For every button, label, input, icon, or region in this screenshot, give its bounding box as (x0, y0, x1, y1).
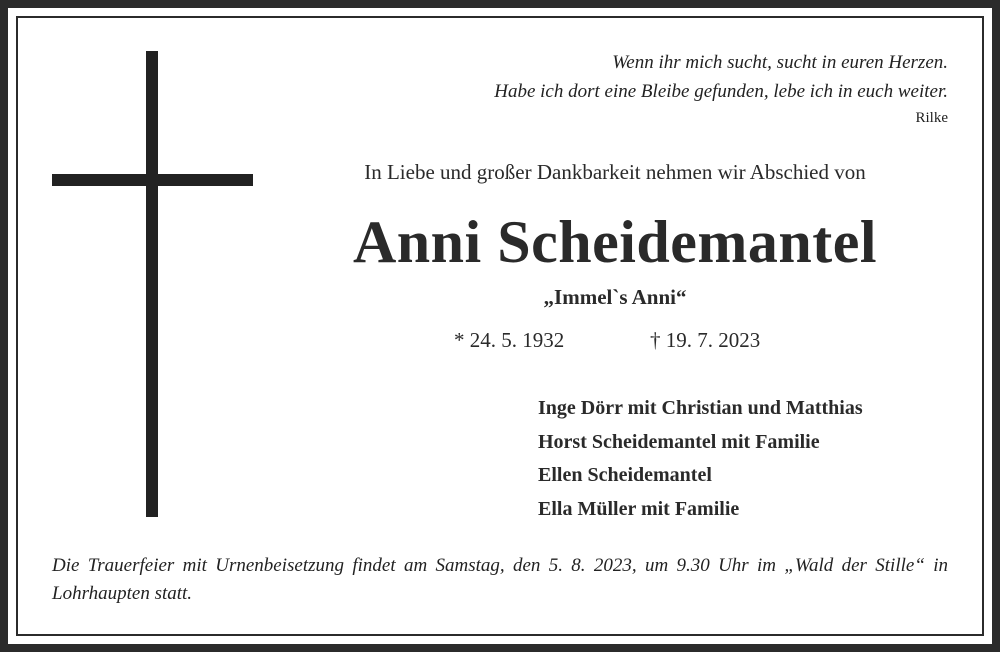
birth-date: * 24. 5. 1932 (454, 328, 565, 352)
quote-line-2: Habe ich dort eine Bleibe gefunden, lebe ich in euch weiter. (494, 81, 948, 102)
quote-author: Rilke (915, 110, 948, 126)
farewell-intro: In Liebe und großer Dankbarkeit nehmen wir Abschied von (364, 160, 866, 184)
death-date: † 19. 7. 2023 (650, 328, 761, 352)
quote-line-1: Wenn ihr mich sucht, sucht in euren Herzen. (612, 52, 948, 73)
mourner-name: Horst Scheidemantel mit Familie (538, 430, 820, 453)
funeral-notice: Die Trauerfeier mit Urnenbeisetzung findet am Samstag, den 5. 8. 2023, um 9.30 Uhr im „Wald der Stille“ in Lohrhaupten statt. (52, 555, 948, 604)
deceased-nickname: „Immel`s Anni“ (543, 285, 687, 309)
memorial-quote (494, 48, 948, 129)
mourner-name: Ella Müller mit Familie (538, 497, 740, 520)
mourners-list (538, 392, 863, 526)
deceased-name: Anni Scheidemantel (352, 209, 878, 275)
cross-horizontal-beam (52, 174, 253, 186)
cross-vertical-beam (146, 51, 158, 517)
mourner-name: Ellen Scheidemantel (538, 464, 712, 486)
mourner-name: Inge Dörr mit Christian und Matthias (538, 397, 863, 419)
